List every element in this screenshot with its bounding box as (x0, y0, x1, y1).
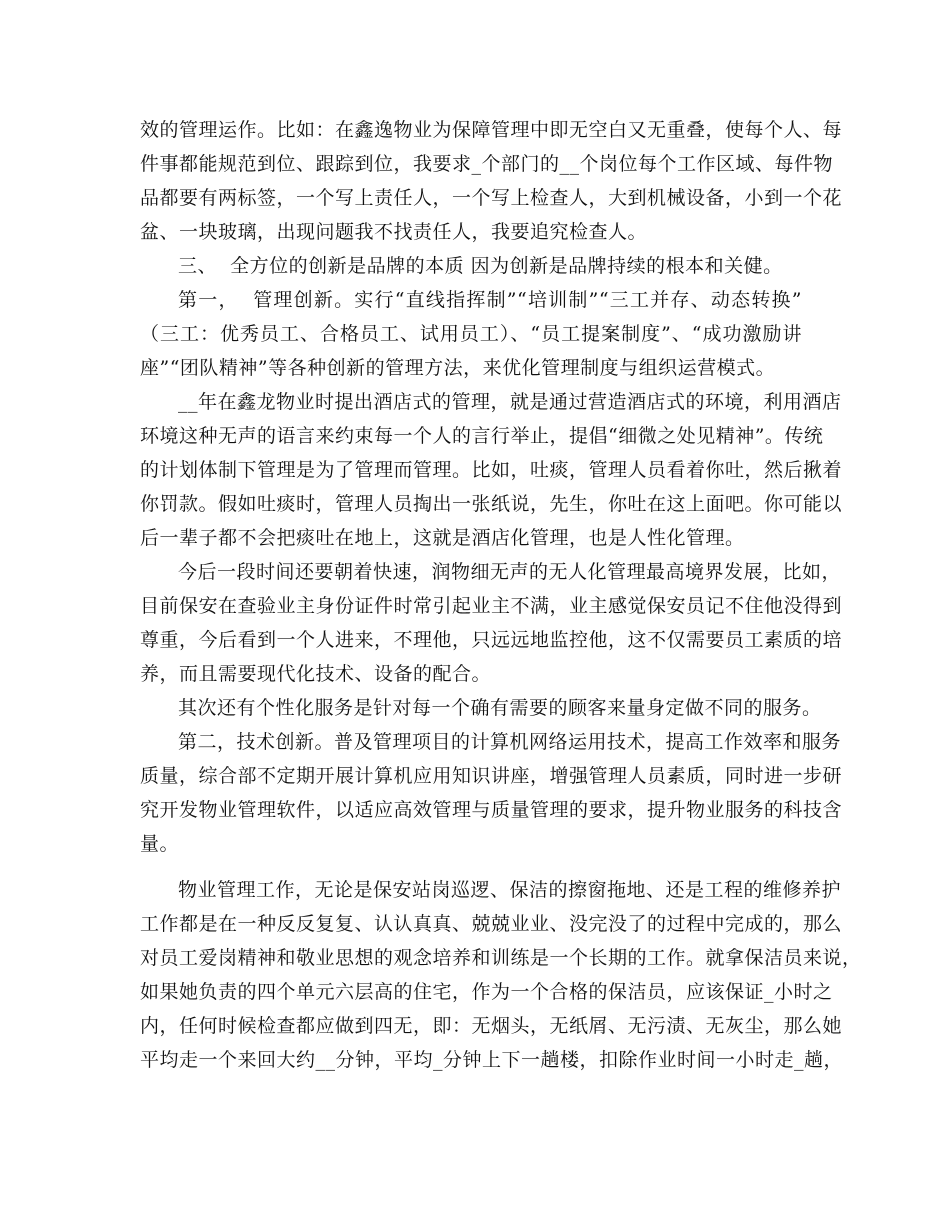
text-line: 三、 全方位的创新是品牌的本质 因为创新是品牌持续的根本和关健。 (178, 255, 783, 277)
text-line: 效的管理运作。比如：在鑫逸物业为保障管理中即无空白又无重叠，使每个人、每 (140, 119, 843, 141)
text-line: 内，任何时候检查都应做到四无，即：无烟头，无纸屑、无污渍、无灰尘，那么她 (140, 1015, 843, 1037)
paragraph-technical-innovation (140, 725, 843, 861)
text-line: 座”“团队精神”等各种创新的管理方法，来优化管理制度与组织运营模式。 (140, 357, 776, 379)
text-line: 工作都是在一种反反复复、认认真真、兢兢业业、没完没了的过程中完成的，那么 (140, 913, 843, 935)
text-line: 养，而且需要现代化技术、设备的配合。 (140, 663, 492, 685)
paragraph-management-innovation (140, 283, 802, 385)
text-line: 尊重，今后看到一个人进来，不理他，只远远地监控他，这不仅需要员工素质的培 (140, 629, 843, 651)
document-body (140, 113, 862, 1077)
text-line: （三工：优秀员工、合格员工、试用员工）、“员工提案制度”、“成功激励讲 (140, 323, 802, 345)
text-line: 第一， 管理创新。实行“直线指挥制”“培训制”“三工并存、动态转换” (178, 289, 802, 311)
text-line: 对员工爱岗精神和敬业思想的观念培养和训练是一个长期的工作。就拿保洁员来说， (140, 947, 862, 969)
text-line: 环境这种无声的语言来约束每一个人的言行举止，提倡“细微之处见精神”。传统 (140, 425, 824, 447)
paragraph-unmanned-management (140, 555, 843, 691)
paragraph-hotel-style-management (140, 385, 843, 555)
text-line: 今后一段时间还要朝着快速，润物细无声的无人化管理最高境界发展，比如， (178, 561, 842, 583)
paragraph-management-operation (140, 113, 843, 249)
text-line: 后一辈子都不会把痰吐在地上，这就是酒店化管理，也是人性化管理。 (140, 527, 745, 549)
text-line: 目前保安在查验业主身份证件时常引起业主不满，业主感觉保安员记不住他没得到 (140, 595, 843, 617)
section-heading-innovation (140, 249, 802, 283)
paragraph-personalized-service (140, 691, 822, 725)
paragraph-property-management-work (140, 873, 862, 1077)
text-line: 其次还有个性化服务是针对每一个确有需要的顾客来量身定做不同的服务。 (178, 697, 822, 719)
text-line: 物业管理工作，无论是保安站岗巡逻、保洁的擦窗拖地、还是工程的维修养护 (178, 879, 842, 901)
text-line: 平均走一个来回大约__分钟，平均_分钟上下一趟楼，扣除作业时间一小时走_趟， (140, 1049, 844, 1071)
text-line: 究开发物业管理软件，以适应高效管理与质量管理的要求，提升物业服务的科技含 (140, 799, 843, 821)
text-line: 件事都能规范到位、跟踪到位，我要求_个部门的__个岗位每个工作区域、每件物 (140, 153, 834, 175)
text-line: 品都要有两标签，一个写上责任人，一个写上检查人，大到机械设备，小到一个花 (140, 187, 843, 209)
text-line: 量。 (140, 833, 180, 855)
text-line: 质量，综合部不定期开展计算机应用知识讲座，增强管理人员素质，同时进一步研 (140, 765, 843, 787)
text-line: 你罚款。假如吐痰时，管理人员掏出一张纸说，先生，你吐在这上面吧。你可能以 (140, 493, 843, 515)
text-line: 如果她负责的四个单元六层高的住宅，作为一个合格的保洁员，应该保证_小时之 (140, 981, 833, 1003)
text-line: __年在鑫龙物业时提出酒店式的管理，就是通过营造酒店式的环境，利用酒店 (178, 391, 842, 413)
text-line: 第二，技术创新。普及管理项目的计算机网络运用技术，提高工作效率和服务 (178, 731, 842, 753)
text-line: 的计划体制下管理是为了管理而管理。比如，吐痰，管理人员看着你吐，然后揪着 (140, 459, 843, 481)
text-line: 盆、一块玻璃，出现问题我不找责任人，我要追究检查人。 (140, 221, 648, 243)
paragraph-spacer (140, 861, 802, 873)
